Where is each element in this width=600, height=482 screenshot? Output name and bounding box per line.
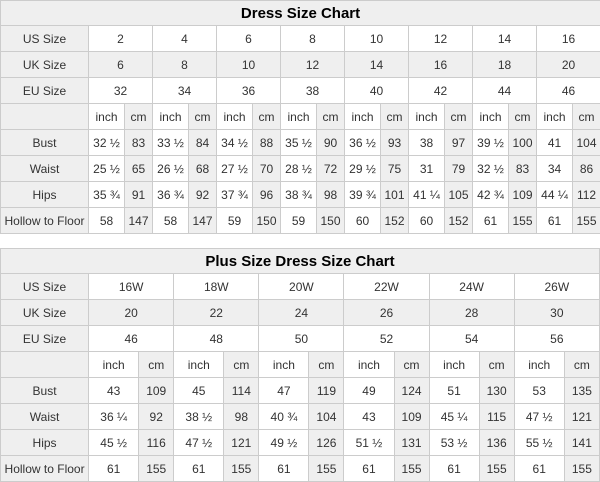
size-value-cell: 24W	[429, 274, 514, 300]
measure-cell-cm: 97	[445, 130, 473, 156]
measure-cell-cm: 116	[139, 430, 174, 456]
measure-cell-inch: 28 ½	[281, 156, 317, 182]
unit-cell-cm: cm	[224, 352, 259, 378]
measure-cell-cm: 119	[309, 378, 344, 404]
measure-cell-cm: 155	[394, 456, 429, 482]
row-label: Hips	[1, 430, 89, 456]
row-label: UK Size	[1, 300, 89, 326]
measure-cell-inch: 47 ½	[174, 430, 224, 456]
measure-cell-inch: 42 ¾	[473, 182, 509, 208]
size-row	[1, 52, 600, 78]
size-row	[1, 26, 600, 52]
size-value-cell: 20	[537, 52, 600, 78]
measure-cell-inch: 58	[89, 208, 125, 234]
size-value-cell: 50	[259, 326, 344, 352]
measure-cell-cm: 152	[445, 208, 473, 234]
size-value-cell: 16	[409, 52, 473, 78]
measure-cell-inch: 41	[537, 130, 573, 156]
measure-cell-cm: 136	[479, 430, 514, 456]
measure-cell-cm: 121	[224, 430, 259, 456]
measure-cell-cm: 79	[445, 156, 473, 182]
size-value-cell: 24	[259, 300, 344, 326]
measure-cell-cm: 155	[224, 456, 259, 482]
row-label: EU Size	[1, 78, 89, 104]
measure-cell-inch: 34 ½	[217, 130, 253, 156]
measure-cell-cm: 121	[564, 404, 599, 430]
size-value-cell: 6	[89, 52, 153, 78]
unit-cell-cm: cm	[564, 352, 599, 378]
measure-cell-inch: 49 ½	[259, 430, 309, 456]
measure-cell-inch: 47 ½	[514, 404, 564, 430]
size-value-cell: 18	[473, 52, 537, 78]
size-value-cell: 46	[537, 78, 600, 104]
measure-cell-cm: 100	[509, 130, 537, 156]
measure-row	[1, 430, 600, 456]
size-value-cell: 22W	[344, 274, 429, 300]
unit-cell-cm: cm	[189, 104, 217, 130]
unit-cell-inch: inch	[217, 104, 253, 130]
size-value-cell: 56	[514, 326, 599, 352]
row-label-empty	[1, 352, 89, 378]
measure-cell-cm: 92	[139, 404, 174, 430]
row-label: Bust	[1, 378, 89, 404]
measure-cell-inch: 60	[409, 208, 445, 234]
plus-size-dress-size-chart-table	[0, 248, 600, 482]
size-value-cell: 16W	[89, 274, 174, 300]
size-value-cell: 46	[89, 326, 174, 352]
measure-cell-inch: 36 ¾	[153, 182, 189, 208]
measure-cell-inch: 26 ½	[153, 156, 189, 182]
row-label: UK Size	[1, 52, 89, 78]
measure-cell-inch: 35 ½	[281, 130, 317, 156]
row-label-empty	[1, 104, 89, 130]
unit-cell-cm: cm	[445, 104, 473, 130]
unit-cell-cm: cm	[125, 104, 153, 130]
size-value-cell: 38	[281, 78, 345, 104]
measure-cell-inch: 36 ¼	[89, 404, 139, 430]
measure-cell-cm: 101	[381, 182, 409, 208]
unit-cell-inch: inch	[345, 104, 381, 130]
measure-cell-cm: 152	[381, 208, 409, 234]
unit-cell-cm: cm	[381, 104, 409, 130]
measure-cell-cm: 155	[139, 456, 174, 482]
row-label: Hollow to Floor	[1, 208, 89, 234]
measure-cell-cm: 105	[445, 182, 473, 208]
measure-cell-inch: 45	[174, 378, 224, 404]
measure-cell-cm: 124	[394, 378, 429, 404]
measure-cell-inch: 32 ½	[473, 156, 509, 182]
measure-cell-cm: 155	[564, 456, 599, 482]
measure-cell-cm: 83	[509, 156, 537, 182]
measure-cell-cm: 86	[573, 156, 600, 182]
size-value-cell: 32	[89, 78, 153, 104]
measure-cell-cm: 109	[509, 182, 537, 208]
measure-cell-cm: 68	[189, 156, 217, 182]
measure-cell-inch: 36 ½	[345, 130, 381, 156]
measure-cell-inch: 53 ½	[429, 430, 479, 456]
measure-cell-inch: 47	[259, 378, 309, 404]
unit-cell-inch: inch	[281, 104, 317, 130]
unit-cell-cm: cm	[317, 104, 345, 130]
measure-cell-inch: 43	[344, 404, 394, 430]
row-label: Waist	[1, 156, 89, 182]
measure-cell-inch: 44 ¼	[537, 182, 573, 208]
unit-cell-cm: cm	[253, 104, 281, 130]
measure-cell-cm: 98	[224, 404, 259, 430]
measure-cell-inch: 38 ½	[174, 404, 224, 430]
measure-row	[1, 456, 600, 482]
measure-cell-inch: 61	[259, 456, 309, 482]
size-value-cell: 14	[345, 52, 409, 78]
measure-cell-cm: 155	[309, 456, 344, 482]
measure-cell-cm: 98	[317, 182, 345, 208]
unit-cell-inch: inch	[409, 104, 445, 130]
row-label: Hips	[1, 182, 89, 208]
size-value-cell: 18W	[174, 274, 259, 300]
row-label: Hollow to Floor	[1, 456, 89, 482]
measure-cell-inch: 61	[473, 208, 509, 234]
measure-cell-inch: 41 ¼	[409, 182, 445, 208]
measure-cell-cm: 83	[125, 130, 153, 156]
measure-cell-cm: 65	[125, 156, 153, 182]
size-value-cell: 8	[153, 52, 217, 78]
size-value-cell: 6	[217, 26, 281, 52]
size-value-cell: 26	[344, 300, 429, 326]
measure-cell-inch: 51 ½	[344, 430, 394, 456]
measure-cell-cm: 84	[189, 130, 217, 156]
measure-cell-inch: 49	[344, 378, 394, 404]
measure-cell-cm: 109	[394, 404, 429, 430]
size-value-cell: 40	[345, 78, 409, 104]
measure-cell-cm: 126	[309, 430, 344, 456]
measure-cell-cm: 75	[381, 156, 409, 182]
measure-cell-cm: 150	[253, 208, 281, 234]
unit-cell-inch: inch	[89, 352, 139, 378]
unit-cell-inch: inch	[153, 104, 189, 130]
dress-size-chart-table	[0, 0, 600, 234]
unit-cell-cm: cm	[509, 104, 537, 130]
size-value-cell: 12	[281, 52, 345, 78]
unit-cell-cm: cm	[139, 352, 174, 378]
unit-cell-inch: inch	[259, 352, 309, 378]
measure-cell-cm: 147	[125, 208, 153, 234]
unit-cell-inch: inch	[473, 104, 509, 130]
measure-cell-cm: 88	[253, 130, 281, 156]
measure-cell-cm: 141	[564, 430, 599, 456]
size-value-cell: 52	[344, 326, 429, 352]
size-value-cell: 36	[217, 78, 281, 104]
measure-cell-inch: 53	[514, 378, 564, 404]
size-value-cell: 2	[89, 26, 153, 52]
measure-cell-inch: 51	[429, 378, 479, 404]
measure-cell-cm: 92	[189, 182, 217, 208]
size-value-cell: 22	[174, 300, 259, 326]
measure-cell-cm: 147	[189, 208, 217, 234]
row-label: Bust	[1, 130, 89, 156]
row-label: Waist	[1, 404, 89, 430]
measure-cell-inch: 33 ½	[153, 130, 189, 156]
measure-cell-cm: 150	[317, 208, 345, 234]
size-value-cell: 12	[409, 26, 473, 52]
measure-cell-inch: 61	[514, 456, 564, 482]
size-value-cell: 4	[153, 26, 217, 52]
measure-cell-cm: 131	[394, 430, 429, 456]
size-value-cell: 30	[514, 300, 599, 326]
measure-cell-cm: 115	[479, 404, 514, 430]
measure-cell-inch: 35 ¾	[89, 182, 125, 208]
title-row	[1, 249, 600, 274]
measure-cell-cm: 155	[479, 456, 514, 482]
measure-cell-cm: 90	[317, 130, 345, 156]
measure-cell-inch: 61	[89, 456, 139, 482]
unit-cell-inch: inch	[344, 352, 394, 378]
row-label: EU Size	[1, 326, 89, 352]
measure-cell-inch: 61	[174, 456, 224, 482]
unit-cell-cm: cm	[394, 352, 429, 378]
measure-cell-inch: 38 ¾	[281, 182, 317, 208]
size-value-cell: 20	[89, 300, 174, 326]
measure-cell-inch: 40 ¾	[259, 404, 309, 430]
measure-cell-cm: 96	[253, 182, 281, 208]
measure-cell-inch: 32 ½	[89, 130, 125, 156]
measure-cell-inch: 39 ½	[473, 130, 509, 156]
measure-row	[1, 130, 600, 156]
measure-cell-inch: 61	[537, 208, 573, 234]
measure-cell-inch: 43	[89, 378, 139, 404]
size-value-cell: 10	[217, 52, 281, 78]
measure-cell-inch: 55 ½	[514, 430, 564, 456]
unit-cell-cm: cm	[573, 104, 600, 130]
row-label: US Size	[1, 26, 89, 52]
measure-cell-inch: 61	[429, 456, 479, 482]
size-value-cell: 8	[281, 26, 345, 52]
size-value-cell: 26W	[514, 274, 599, 300]
title-row	[1, 1, 600, 26]
measure-cell-inch: 39 ¾	[345, 182, 381, 208]
measure-cell-inch: 29 ½	[345, 156, 381, 182]
measure-cell-inch: 60	[345, 208, 381, 234]
measure-cell-inch: 59	[217, 208, 253, 234]
measure-cell-inch: 31	[409, 156, 445, 182]
measure-cell-inch: 37 ¾	[217, 182, 253, 208]
measure-cell-inch: 58	[153, 208, 189, 234]
measure-row	[1, 182, 600, 208]
unit-cell-inch: inch	[429, 352, 479, 378]
measure-cell-cm: 109	[139, 378, 174, 404]
measure-cell-cm: 114	[224, 378, 259, 404]
measure-cell-inch: 61	[344, 456, 394, 482]
chart-title: Dress Size Chart	[1, 1, 600, 26]
measure-row	[1, 378, 600, 404]
measure-cell-cm: 104	[573, 130, 600, 156]
measure-cell-cm: 155	[573, 208, 600, 234]
measure-cell-cm: 72	[317, 156, 345, 182]
measure-cell-inch: 45 ½	[89, 430, 139, 456]
size-value-cell: 54	[429, 326, 514, 352]
unit-cell-cm: cm	[309, 352, 344, 378]
measure-cell-inch: 59	[281, 208, 317, 234]
unit-cell-inch: inch	[537, 104, 573, 130]
measure-cell-cm: 130	[479, 378, 514, 404]
measure-cell-cm: 135	[564, 378, 599, 404]
measure-cell-cm: 104	[309, 404, 344, 430]
unit-header-row	[1, 352, 600, 378]
measure-row	[1, 156, 600, 182]
size-row	[1, 300, 600, 326]
unit-cell-inch: inch	[514, 352, 564, 378]
size-value-cell: 42	[409, 78, 473, 104]
unit-cell-cm: cm	[479, 352, 514, 378]
measure-cell-inch: 27 ½	[217, 156, 253, 182]
measure-cell-cm: 112	[573, 182, 600, 208]
chart-title: Plus Size Dress Size Chart	[1, 249, 600, 274]
measure-cell-inch: 25 ½	[89, 156, 125, 182]
size-value-cell: 16	[537, 26, 600, 52]
measure-cell-cm: 155	[509, 208, 537, 234]
size-value-cell: 20W	[259, 274, 344, 300]
size-row	[1, 78, 600, 104]
measure-cell-inch: 45 ¼	[429, 404, 479, 430]
measure-cell-inch: 38	[409, 130, 445, 156]
row-label: US Size	[1, 274, 89, 300]
measure-row	[1, 404, 600, 430]
size-value-cell: 44	[473, 78, 537, 104]
size-value-cell: 10	[345, 26, 409, 52]
size-value-cell: 28	[429, 300, 514, 326]
size-value-cell: 34	[153, 78, 217, 104]
measure-cell-cm: 93	[381, 130, 409, 156]
unit-cell-inch: inch	[89, 104, 125, 130]
measure-row	[1, 208, 600, 234]
size-row	[1, 326, 600, 352]
size-value-cell: 48	[174, 326, 259, 352]
unit-header-row	[1, 104, 600, 130]
measure-cell-inch: 34	[537, 156, 573, 182]
measure-cell-cm: 70	[253, 156, 281, 182]
unit-cell-inch: inch	[174, 352, 224, 378]
size-value-cell: 14	[473, 26, 537, 52]
size-row	[1, 274, 600, 300]
measure-cell-cm: 91	[125, 182, 153, 208]
